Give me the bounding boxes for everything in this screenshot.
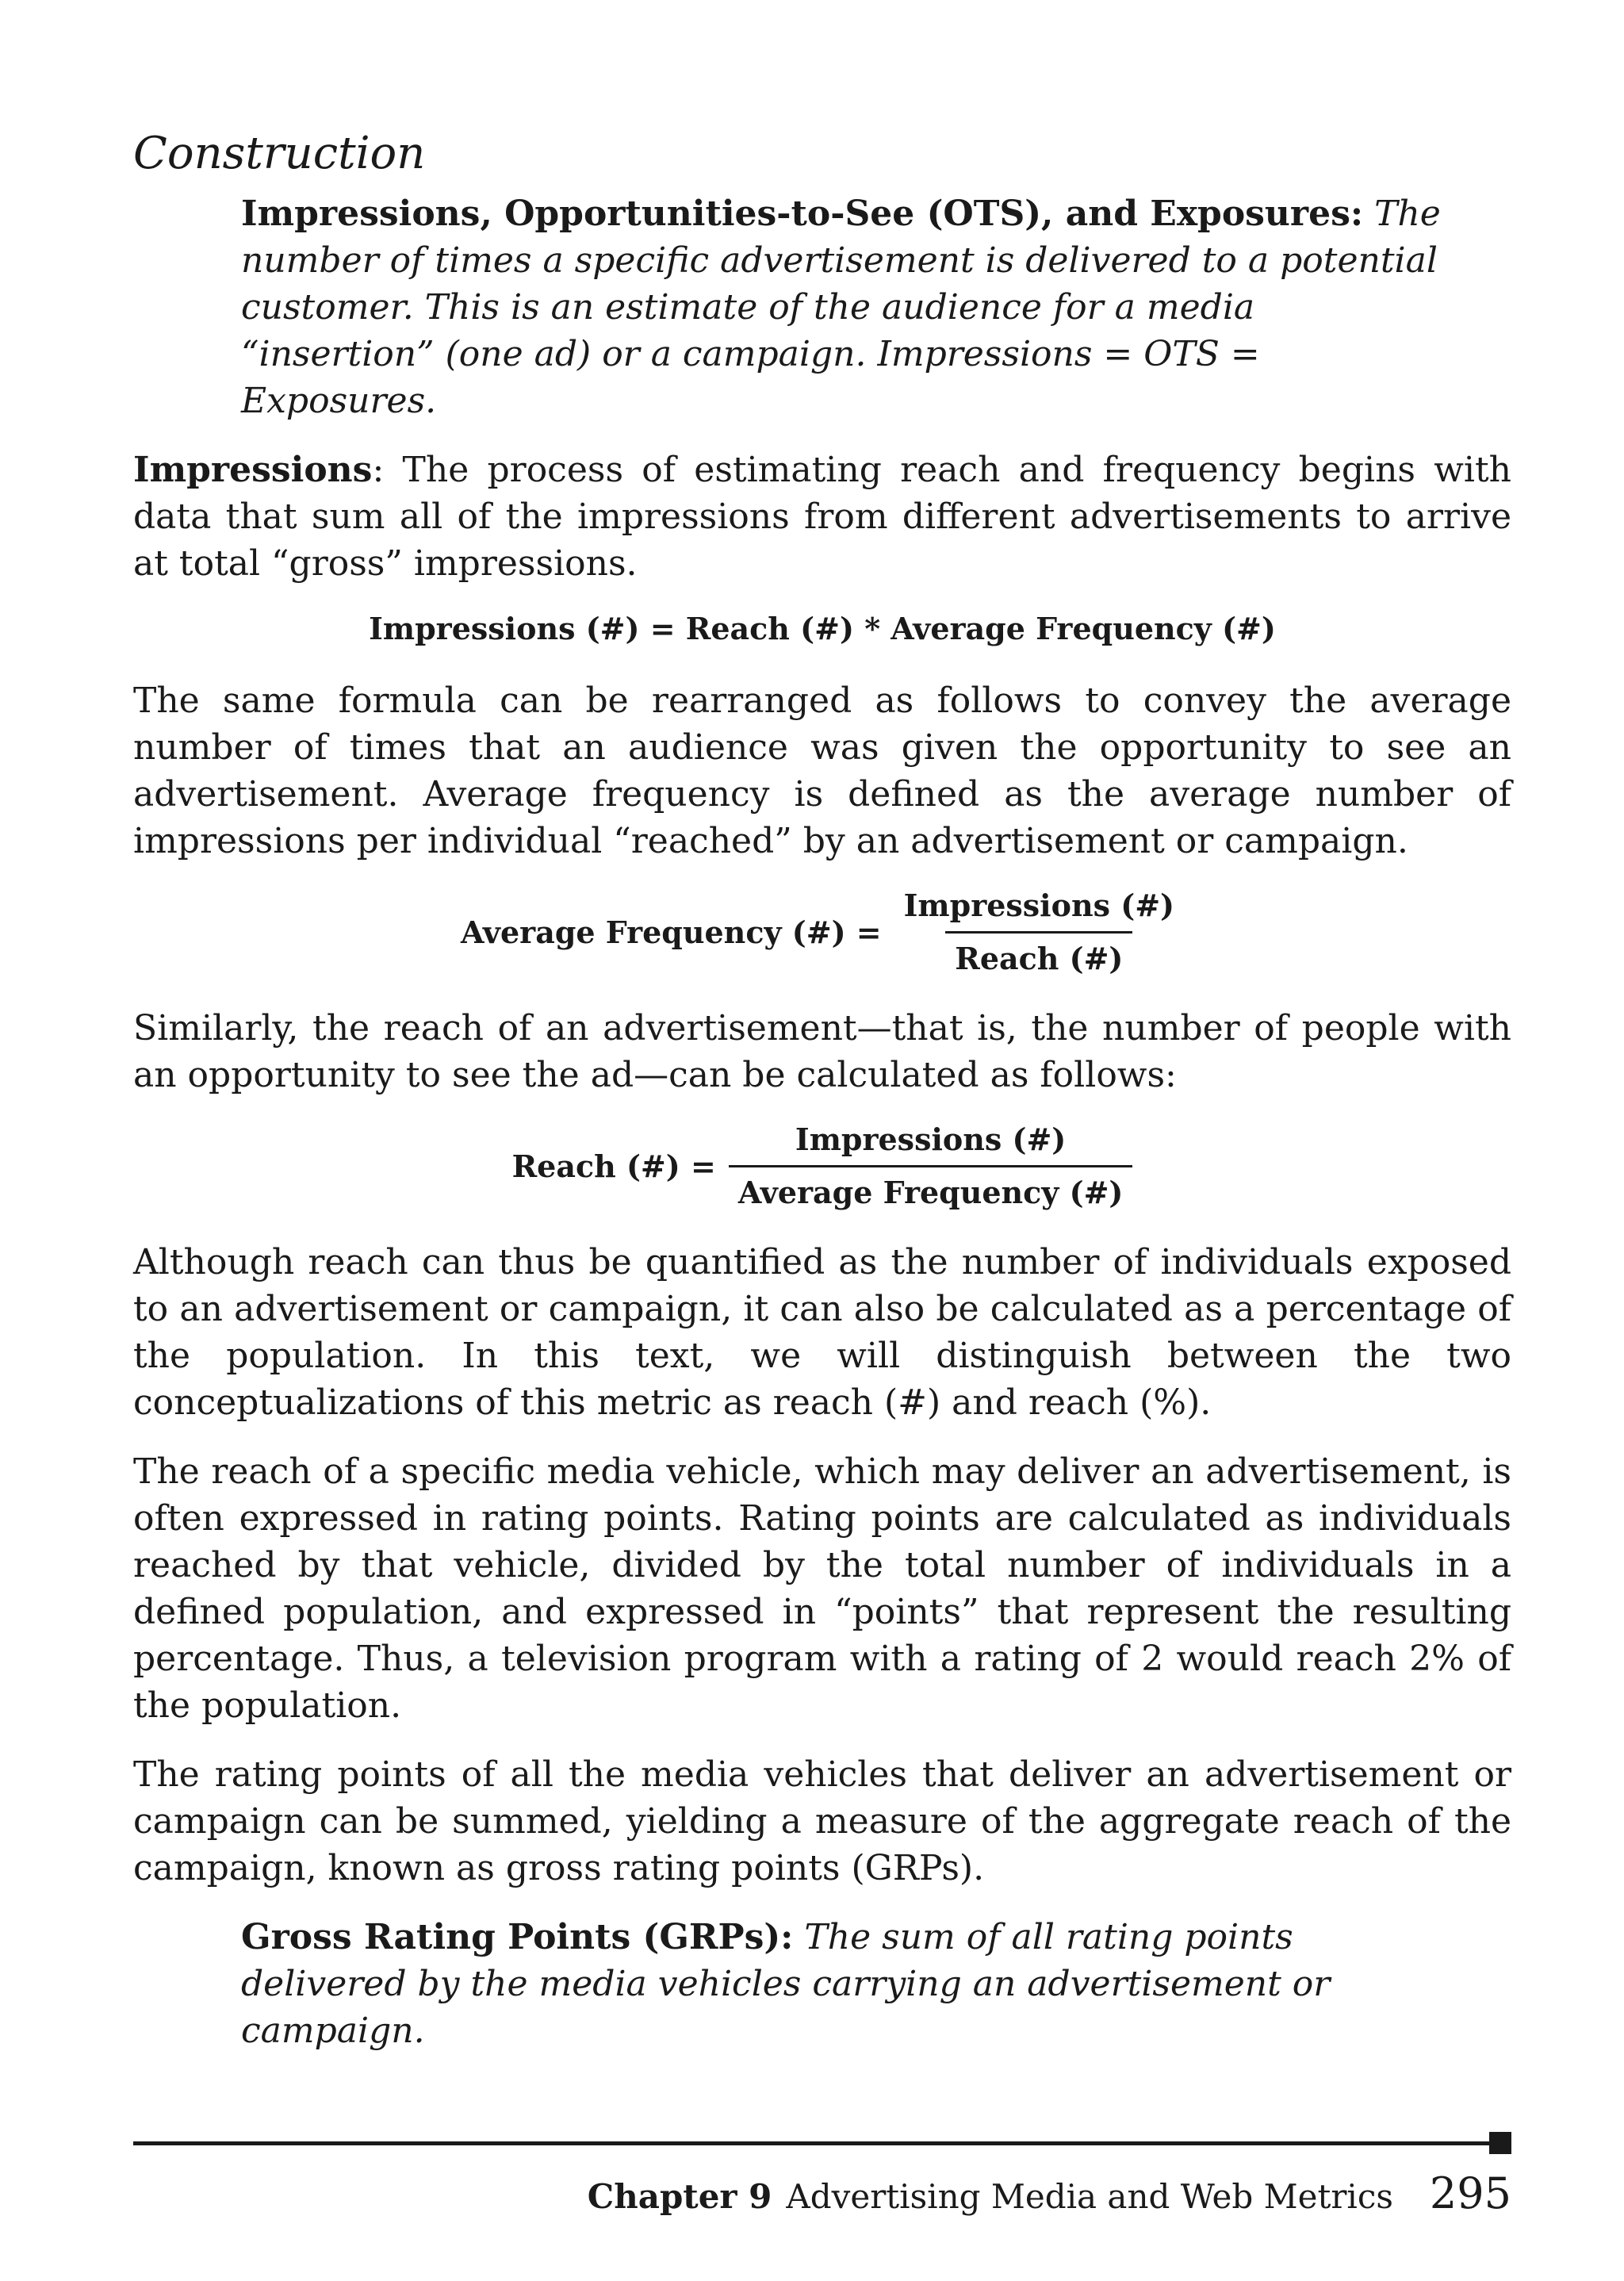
formula-lhs: Reach (#) = [511,1148,716,1184]
paragraph-rating-points: The reach of a specific media vehicle, which may deliver an advertisement, is often expressed in rating points. Rating points are calculated as individuals reached by that vehicle, divided by the total number of individuals in a defined population, and expressed in “points” that represent the resulting percentage. Thus, a television program with a rating of 2 would reach 2% of the population. [133,1451,1511,1726]
paragraph-reach: Similarly, the reach of an advertisement—that is, the number of people with an opportunity to see the ad—can be calculated as follows: [133,1008,1511,1095]
definition-term: Gross Rating Points (GRPs): [241,1917,794,1957]
footer-chapter-title: Advertising Media and Web Metrics [786,2177,1393,2216]
definition-impressions [241,190,1448,424]
formula-reach [133,1121,1511,1212]
definition-text: The number of times a specific advertisement is delivered to a potential customer. This is an estimate of the audience for a media “insertion” (one ad) or a campaign. Impressions = OTS = Exposures. [241,194,1441,421]
paragraph-text: : The process of estimating reach and frequency begins with data that sum all of the impressions from different advertisements to arrive at total “gross” impressions. [133,450,1511,584]
footer-square-marker [1489,2132,1511,2154]
formula-impressions: Impressions (#) = Reach (#) * Average Frequency (#) [369,611,1276,646]
paragraph-lead: Impressions [133,450,373,490]
footer-rule [133,2141,1508,2145]
page-content [133,119,1511,2076]
definition-grps [241,1914,1448,2054]
formula-denominator: Average Frequency (#) [729,1165,1133,1212]
definition-term: Impressions, Opportunities-to-See (OTS), and Exposures: [241,194,1364,234]
formula-fraction [894,887,1184,978]
paragraph-grps: The rating points of all the media vehicles that deliver an advertisement or campaign can be summed, yielding a measure of the aggregate reach of the campaign, known as gross rating points (GRPs). [133,1754,1511,1888]
formula-lhs: Average Frequency (#) = [460,914,882,950]
page-number: 295 [1429,2168,1511,2218]
formula-average-frequency [133,887,1511,978]
formula-denominator: Reach (#) [945,931,1132,978]
paragraph-impressions [133,447,1511,587]
formula-fraction [729,1121,1133,1212]
formula-numerator: Impressions (#) [795,1121,1067,1157]
section-title: Construction [133,128,426,179]
definition-text: The sum of all rating points delivered by the media vehicles carrying an advertisement or campaign. [241,1917,1331,2051]
paragraph-average-frequency: The same formula can be rearranged as follows to convey the average number of times that an audience was given the opportunity to see an advertisement. Average frequency is defined as the average number of impressions per individual “reached” by an advertisement or campaign. [133,680,1511,861]
formula-numerator: Impressions (#) [903,887,1175,923]
footer-chapter-label: Chapter 9 [587,2177,772,2216]
paragraph-reach-percentage: Although reach can thus be quantified as the number of individuals exposed to an advertisement or campaign, it can also be calculated as a percentage of the population. In this text, we will distinguish between the two conceptualizations of this metric as reach (#) and reach (%). [133,1242,1511,1423]
page-footer [587,2168,1511,2219]
